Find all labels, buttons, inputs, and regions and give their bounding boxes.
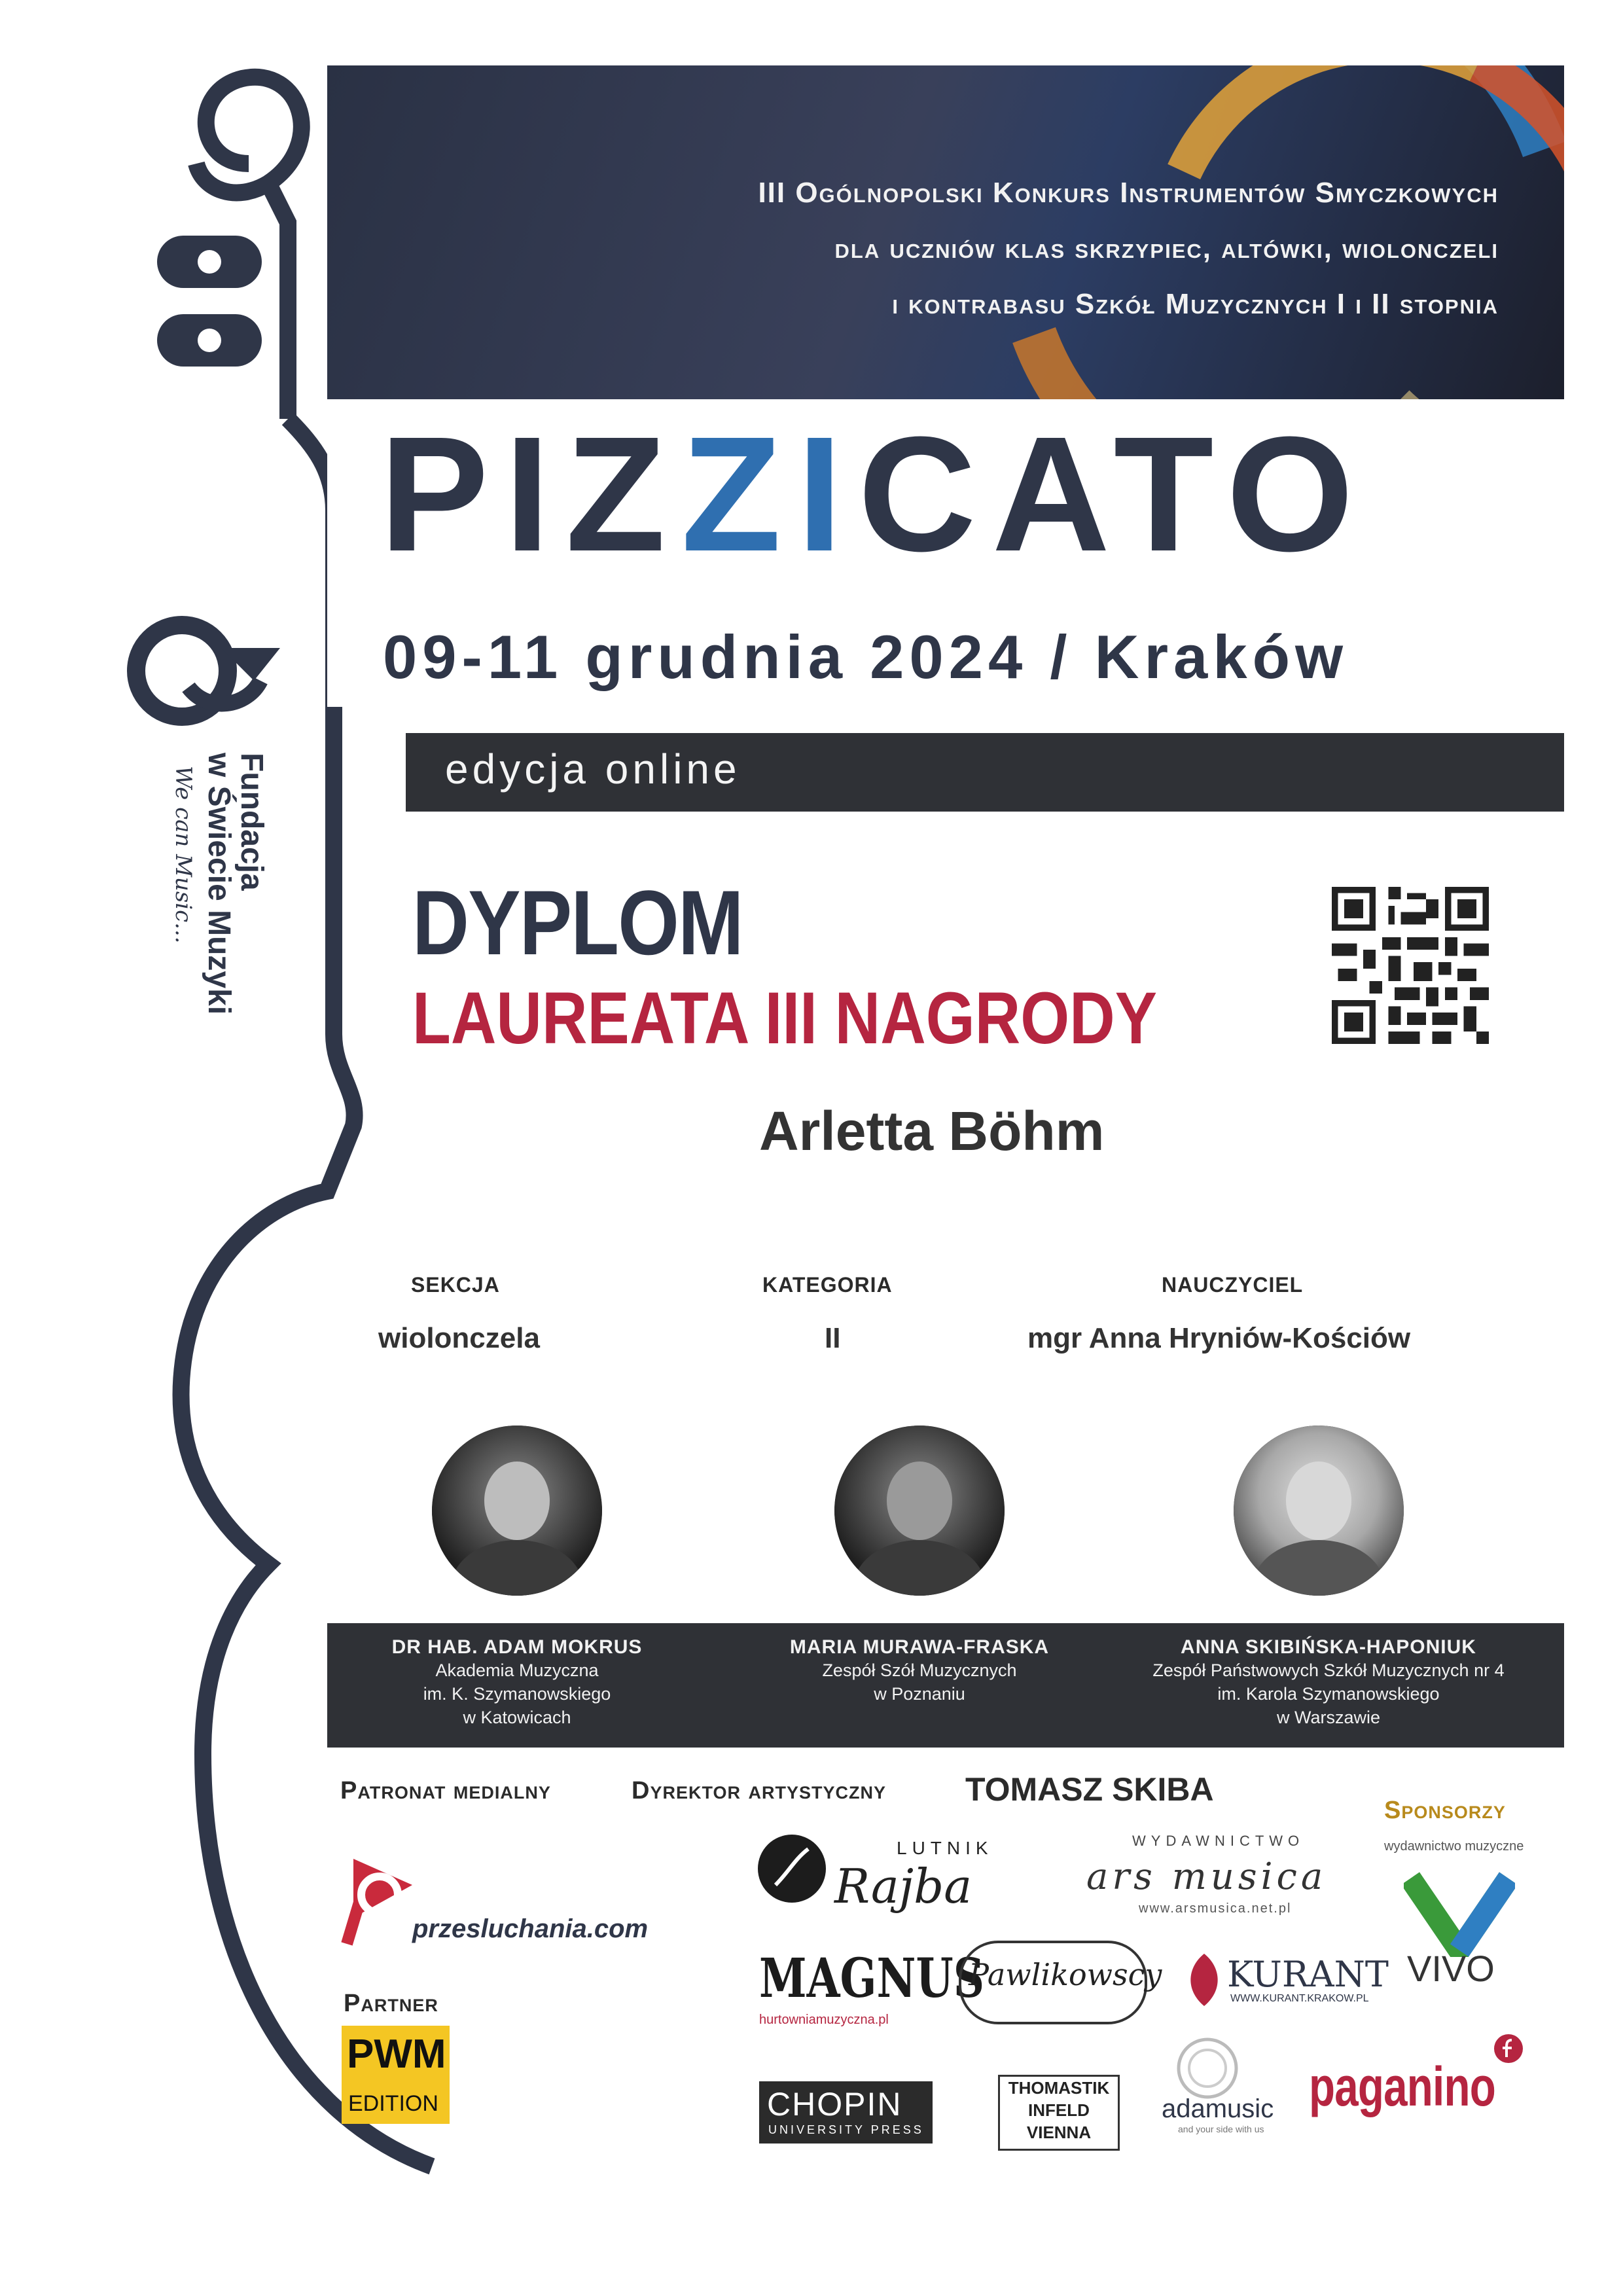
magnus-url: hurtowniamuzyczna.pl: [759, 2013, 889, 2027]
jury-name-2: MARIA MURAWA-FRASKA: [789, 1636, 1050, 1658]
jury-photo-2: [834, 1426, 1005, 1596]
media-patronage-label: Patronat medialny: [340, 1777, 551, 1804]
jury-member-3: [1145, 1636, 1512, 1729]
rajba-name: Rajba: [834, 1859, 972, 1914]
przesluchania-logo-icon: [340, 1852, 419, 1950]
jury-name-3: ANNA SKIBIŃSKA-HAPONIUK: [1181, 1636, 1476, 1658]
jury-affiliation-1a: Akademia Muzyczna: [435, 1660, 599, 1680]
header-banner: [327, 65, 1564, 399]
vivo-publisher-label: wydawnictwo muzyczne: [1384, 1839, 1524, 1854]
teacher-label: NAUCZYCIEL: [1162, 1273, 1304, 1297]
paganino-f-icon: [1492, 2032, 1525, 2065]
ars-musica-name: ars musica: [1086, 1856, 1327, 1898]
foundation-line-1: Fundacja: [234, 753, 269, 891]
kurant-url: WWW.KURANT.KRAKOW.PL: [1230, 1993, 1369, 2004]
artistic-director-name: TOMASZ SKIBA: [965, 1771, 1214, 1808]
partner-label: Partner: [344, 1990, 438, 2017]
foundation-name: [170, 753, 275, 1067]
jury-affiliation-2a: Zespół Szół Muzycznych: [822, 1660, 1017, 1680]
adamusic-tagline: and your side with us: [1178, 2124, 1264, 2134]
adamusic-name: adamusic: [1162, 2094, 1274, 2123]
adamusic-logo-icon: [1171, 2036, 1243, 2101]
foundation-motto: We can Music...: [170, 766, 196, 944]
qr-code-icon: [1332, 887, 1489, 1044]
jury-affiliation-1b: im. K. Szymanowskiego: [423, 1684, 611, 1704]
jury-name-1: DR HAB. ADAM MOKRUS: [391, 1636, 643, 1658]
foundation-logo-icon: [123, 609, 293, 740]
jury-photo-1: [432, 1426, 602, 1596]
jury-affiliation-2b: w Poznaniu: [874, 1684, 965, 1704]
thomastik-text-2: INFELD: [1028, 2100, 1090, 2120]
jury-affiliation-3a: Zespół Państwowych Szkół Muzycznych nr 4: [1152, 1660, 1505, 1680]
ars-musica-url: www.arsmusica.net.pl: [1139, 1901, 1292, 1916]
pwm-logo-text: PWM: [347, 2032, 446, 2077]
jury-affiliation-3c: w Warszawie: [1276, 1708, 1381, 1727]
magnus-logo-text: MAGNUS: [759, 1947, 985, 2010]
thomastik-logo: [998, 2075, 1120, 2151]
jury-member-2: [762, 1636, 1077, 1706]
chopin-press-text: UNIVERSITY PRESS: [768, 2123, 924, 2136]
category-label: KATEGORIA: [762, 1273, 893, 1297]
thomastik-text-3: VIENNA: [1026, 2123, 1092, 2142]
jury-affiliation-3b: im. Karola Szymanowskiego: [1217, 1684, 1440, 1704]
teacher-value: mgr Anna Hryniów-Kościów: [1027, 1322, 1411, 1354]
banner-line-3: i kontrabasu Szkół Muzycznych I i II stopnia: [892, 288, 1499, 320]
foundation-line-2: w Świecie Muzyki: [202, 753, 236, 1015]
edition-label: edycja online: [445, 745, 741, 793]
jury-affiliation-1c: w Katowicach: [463, 1708, 571, 1727]
pawlikowscy-logo-text: Pawlikowscy: [969, 1957, 1162, 1992]
diploma-title: DYPLOM: [412, 871, 743, 974]
banner-line-1: III Ogólnopolski Konkurs Instrumentów Smyczkowych: [758, 177, 1499, 209]
category-value: II: [825, 1322, 841, 1354]
award-title: LAUREATA III NAGRODY: [412, 977, 1157, 1059]
lutnik-rajba-logo-icon: [756, 1833, 828, 1905]
vivo-logo-icon: [1404, 1865, 1515, 1957]
sponsors-label: Sponsorzy: [1384, 1797, 1506, 1824]
przesluchania-logo-text: przesluchania.com: [412, 1914, 649, 1943]
laureate-name: Arletta Böhm: [759, 1100, 1105, 1162]
chopin-university-press-logo: [759, 2081, 933, 2144]
chopin-logo-text: CHOPIN: [767, 2086, 902, 2123]
jury-photo-3: [1234, 1426, 1404, 1596]
section-label: SEKCJA: [411, 1273, 500, 1297]
ars-musica-publisher-label: WYDAWNICTWO: [1132, 1833, 1305, 1849]
pwm-edition-text: EDITION: [348, 2091, 438, 2116]
banner-line-2: dla uczniów klas skrzypiec, altówki, wiolonczeli: [834, 232, 1499, 264]
kurant-name: KURANT: [1227, 1954, 1389, 1995]
pwm-edition-logo: [342, 2026, 450, 2124]
vivo-name: VIVO: [1407, 1948, 1495, 1989]
paganino-logo-text: paganino: [1309, 2056, 1495, 2117]
kurant-logo-icon: [1181, 1950, 1227, 2009]
section-value: wiolonczela: [378, 1322, 540, 1354]
artistic-director-label: Dyrektor artystyczny: [632, 1777, 887, 1804]
contest-dates: 09-11 grudnia 2024 / Kraków: [383, 622, 1349, 691]
lutnik-label: LUTNIK: [897, 1838, 993, 1858]
jury-member-1: [370, 1636, 664, 1729]
thomastik-text-1: THOMASTIK: [1008, 2078, 1110, 2098]
contest-title: PIZZICATO: [380, 403, 1370, 585]
